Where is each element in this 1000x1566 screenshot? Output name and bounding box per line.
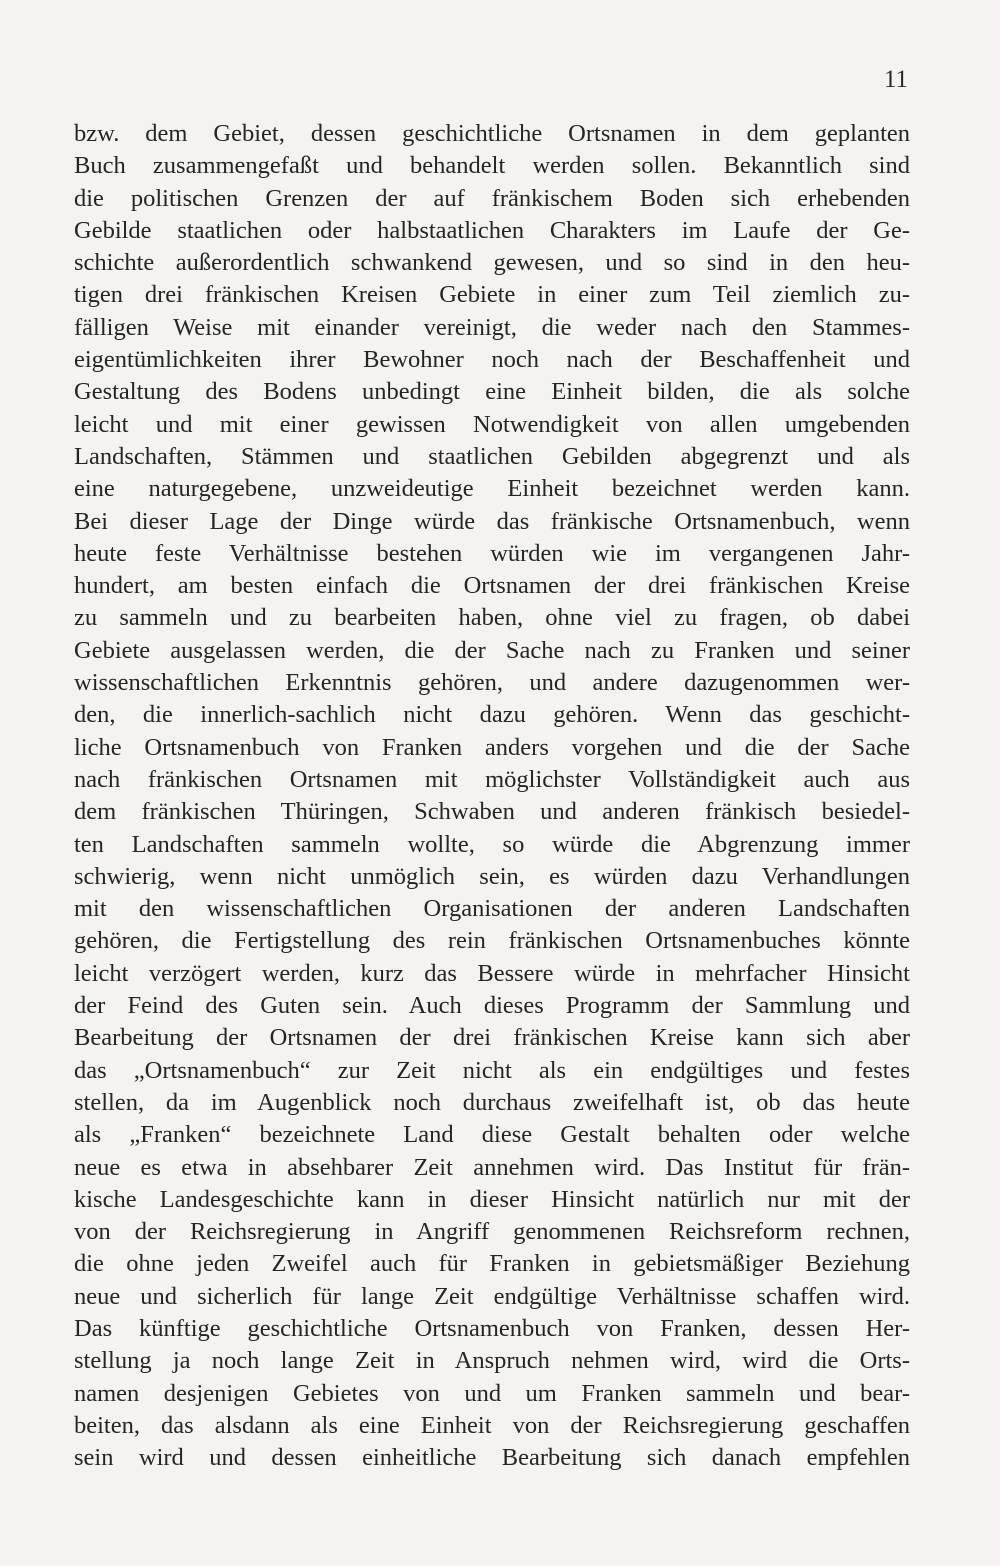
body-text [74,118,910,1474]
text-line: bzw. dem Gebiet, dessen geschichtliche Ortsnamen in dem geplanten [74,120,910,147]
text-line: schichte außerordentlich schwankend gewesen, und so sind in den heu- [74,249,910,277]
text-line: fälligen Weise mit einander vereinigt, die weder nach den Stammes- [74,313,910,341]
text-line: namen desjenigen Gebietes von und um Franken sammeln und bear- [74,1379,910,1407]
text-line: die ohne jeden Zweifel auch für Franken in gebietsmäßiger Beziehung [74,1250,910,1278]
text-line: Landschaften, Stämmen und staatlichen Gebilden abgegrenzt und als [74,442,910,470]
text-line: wissenschaftlichen Erkenntnis gehören, und andere dazugenommen wer- [74,669,910,697]
text-line: ten Landschaften sammeln wollte, so würde die Abgrenzung immer [74,830,910,858]
text-line: Gestaltung des Bodens unbedingt eine Einheit bilden, die als solche [74,378,910,406]
text-line: den, die innerlich-sachlich nicht dazu gehören. Wenn das geschicht- [74,701,910,729]
text-line: Bei dieser Lage der Dinge würde das fränkische Ortsnamenbuch, wenn [74,507,910,535]
text-line: der Feind des Guten sein. Auch dieses Programm der Sammlung und [74,992,910,1020]
text-line: Buch zusammengefaßt und behandelt werden sollen. Bekanntlich sind [74,152,910,180]
text-line: gehören, die Fertigstellung des rein fränkischen Ortsnamenbuches könnte [74,927,910,955]
text-line: als „Franken“ bezeichnete Land diese Gestalt behalten oder welche [74,1121,910,1149]
text-line: Das künftige geschichtliche Ortsnamenbuch von Franken, dessen Her- [74,1314,910,1342]
text-line: beiten, das alsdann als eine Einheit von der Reichsregierung geschaffen [74,1411,910,1439]
text-line: heute feste Verhältnisse bestehen würden wie im vergangenen Jahr- [74,539,910,567]
text-line: neue und sicherlich für lange Zeit endgültige Verhältnisse schaffen wird. [74,1282,910,1310]
text-line: hundert, am besten einfach die Ortsnamen der drei fränkischen Kreise [74,572,910,600]
text-line: nach fränkischen Ortsnamen mit möglichster Vollständigkeit auch aus [74,765,910,793]
text-line: Bearbeitung der Ortsnamen der drei fränkischen Kreise kann sich aber [74,1024,910,1052]
text-line: stellen, da im Augenblick noch durchaus zweifelhaft ist, ob das heute [74,1088,910,1116]
text-line: Gebiete ausgelassen werden, die der Sache nach zu Franken und seiner [74,636,910,664]
text-line: leicht verzögert werden, kurz das Bessere würde in mehrfacher Hinsicht [74,959,910,987]
text-line: Gebilde staatlichen oder halbstaatlichen Charakters im Laufe der Ge- [74,216,910,244]
text-line: stellung ja noch lange Zeit in Anspruch nehmen wird, wird die Orts- [74,1347,910,1375]
text-line: tigen drei fränkischen Kreisen Gebiete in einer zum Teil ziemlich zu- [74,281,910,309]
text-line: eigentümlichkeiten ihrer Bewohner noch nach der Beschaffenheit und [74,346,910,374]
text-line: neue es etwa in absehbarer Zeit annehmen wird. Das Institut für frän- [74,1153,910,1181]
text-line: mit den wissenschaftlichen Organisationen der anderen Landschaften [74,895,910,923]
text-line: eine naturgegebene, unzweideutige Einheit bezeichnet werden kann. [74,475,910,503]
text-line: die politischen Grenzen der auf fränkischem Boden sich erhebenden [74,184,910,212]
text-line: zu sammeln und zu bearbeiten haben, ohne viel zu fragen, ob dabei [74,604,910,632]
text-line: sein wird und dessen einheitliche Bearbeitung sich danach empfehlen [74,1444,910,1472]
text-line: das „Ortsnamenbuch“ zur Zeit nicht als ein endgültiges und festes [74,1056,910,1084]
text-line: liche Ortsnamenbuch von Franken anders vorgehen und die der Sache [74,733,910,761]
text-line: kische Landesgeschichte kann in dieser Hinsicht natürlich nur mit der [74,1185,910,1213]
text-line: leicht und mit einer gewissen Notwendigkeit von allen umgebenden [74,410,910,438]
text-line: schwierig, wenn nicht unmöglich sein, es würden dazu Verhandlungen [74,862,910,890]
page-number: 11 [883,66,908,93]
text-line: dem fränkischen Thüringen, Schwaben und anderen fränkisch besiedel- [74,798,910,826]
text-line: von der Reichsregierung in Angriff genommenen Reichsreform rechnen, [74,1218,910,1246]
